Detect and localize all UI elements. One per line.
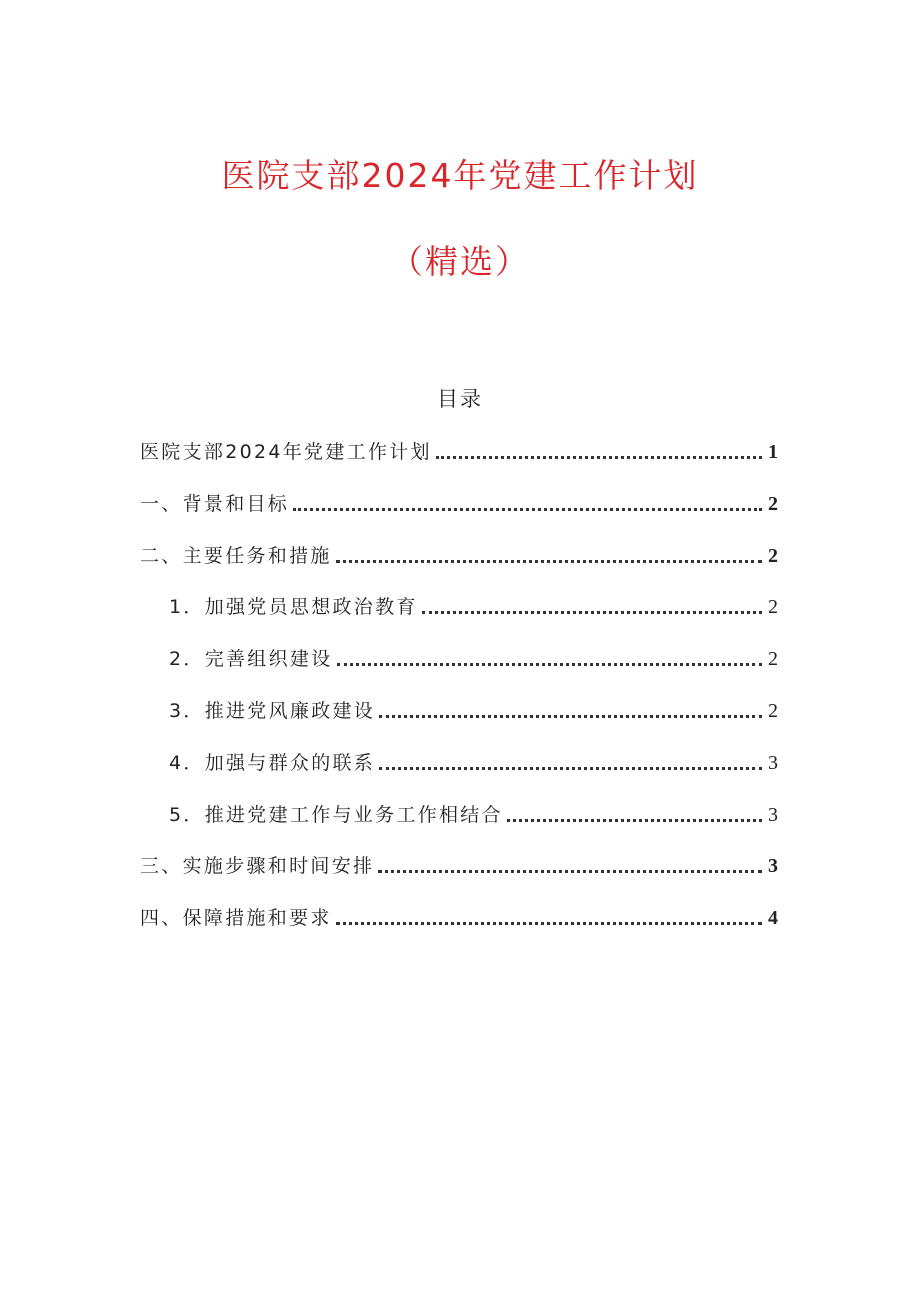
toc-entry-page: 3 bbox=[768, 752, 778, 774]
toc-entry-label: 3．推进党风廉政建设 bbox=[169, 700, 376, 722]
dot-leader bbox=[337, 663, 763, 666]
toc-entry-label: 2．完善组织建设 bbox=[169, 648, 333, 670]
dot-leader bbox=[293, 508, 762, 511]
toc-entry-page: 2 bbox=[768, 545, 778, 567]
dot-leader bbox=[379, 767, 762, 770]
toc-entry-page: 2 bbox=[768, 648, 778, 670]
toc-entry-subsection-3[interactable] bbox=[169, 696, 778, 726]
toc-entry-section-2[interactable] bbox=[140, 541, 778, 571]
toc-entry-page: 2 bbox=[768, 493, 778, 515]
toc-entry-subsection-5[interactable] bbox=[169, 800, 778, 830]
document-subtitle: （精选） bbox=[390, 242, 530, 281]
toc-entry-section-4[interactable] bbox=[140, 903, 778, 933]
dot-leader bbox=[379, 715, 762, 718]
toc-entry-label: 5．推进党建工作与业务工作相结合 bbox=[169, 804, 503, 826]
toc-entry-label: 4．加强与群众的联系 bbox=[169, 752, 376, 774]
toc-entry-label: 二、主要任务和措施 bbox=[140, 545, 332, 567]
toc-entry-page: 3 bbox=[768, 804, 778, 826]
dot-leader bbox=[336, 560, 762, 563]
toc-entry-section-3[interactable] bbox=[140, 851, 778, 881]
toc-entry-label: 四、保障措施和要求 bbox=[140, 907, 332, 929]
toc-entry-subsection-4[interactable] bbox=[169, 748, 778, 778]
toc-entry-page: 2 bbox=[768, 700, 778, 722]
toc-entry-label: 医院支部2024年党建工作计划 bbox=[140, 441, 432, 463]
dot-leader bbox=[336, 922, 762, 925]
toc-heading: 目录 bbox=[437, 387, 483, 411]
toc-entry-label: 一、背景和目标 bbox=[140, 493, 290, 515]
toc-entry-section-1[interactable] bbox=[140, 489, 778, 519]
toc-entry-page: 1 bbox=[768, 441, 778, 463]
dot-leader bbox=[507, 819, 762, 822]
toc-entry-title[interactable] bbox=[140, 437, 778, 467]
dot-leader bbox=[378, 870, 762, 873]
toc-entry-page: 4 bbox=[768, 907, 778, 929]
toc-entry-subsection-1[interactable] bbox=[169, 592, 778, 622]
toc-entry-label: 三、实施步骤和时间安排 bbox=[140, 855, 375, 877]
document-title: 医院支部2024年党建工作计划 bbox=[221, 156, 699, 195]
toc-entry-subsection-2[interactable] bbox=[169, 644, 778, 674]
dot-leader bbox=[436, 456, 762, 459]
toc-entry-label: 1．加强党员思想政治教育 bbox=[169, 596, 418, 618]
dot-leader bbox=[422, 611, 762, 614]
toc-entry-page: 3 bbox=[768, 855, 778, 877]
toc-entry-page: 2 bbox=[768, 596, 778, 618]
